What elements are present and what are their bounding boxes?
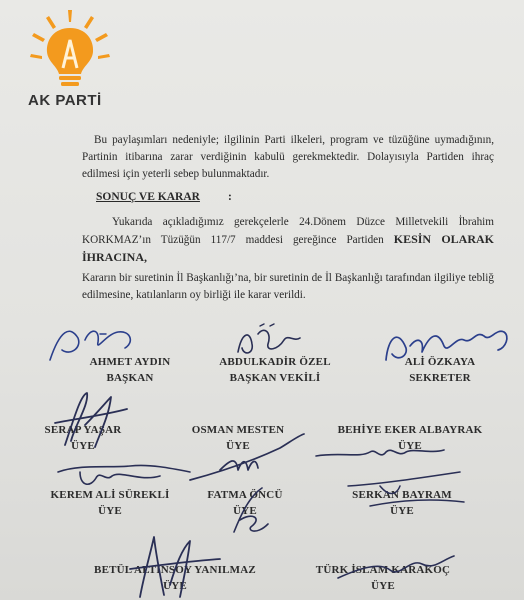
signatory-serap-yasar xyxy=(28,422,138,454)
signatory-name: BETÜL ALTINSOY YANILMAZ xyxy=(94,564,256,576)
signatory-name: ABDULKADİR ÖZEL xyxy=(219,356,331,368)
signatory-role: ÜYE xyxy=(226,440,250,452)
signatory-role: SEKRETER xyxy=(409,372,471,384)
signatory-ahmet-aydin xyxy=(55,354,205,386)
signatory-name: ALİ ÖZKAYA xyxy=(404,356,476,368)
signatory-name: TÜRK İSLAM KARAKOÇ xyxy=(315,564,451,576)
signatory-name: AHMET AYDIN xyxy=(89,356,171,368)
signatory-turk-islam-karakoc xyxy=(308,562,458,594)
signatory-role: ÜYE xyxy=(390,505,414,517)
ak-parti-logo xyxy=(22,8,112,108)
signatory-role: ÜYE xyxy=(71,440,95,452)
signatory-behiye-eker-albayrak xyxy=(325,422,495,454)
section-heading: SONUÇ VE KARAR xyxy=(96,191,200,203)
paragraph-notification: Kararın bir suretinin İl Başkanlığı’na, bir suretinin de İl Başkanlığı tarafından ilgiliye tebliğ edilmesine, katılanların oy birliği ile karar verildi. xyxy=(82,272,494,301)
decision-lead-text: Yukarıda açıkladığımız gerekçelerle 24.Dönem Düzce Milletvekili İbrahim KORKMAZ’ın Tüzüğün 117/7 maddesi gereğince Partiden xyxy=(82,216,494,246)
signatory-role: ÜYE xyxy=(398,440,422,452)
signatory-kerem-ali-surekli xyxy=(40,487,180,519)
signatory-role: ÜYE xyxy=(98,505,122,517)
signatory-role: BAŞKAN xyxy=(106,372,154,384)
signatory-osman-mesten xyxy=(178,422,298,454)
signatory-ali-ozkaya xyxy=(380,354,500,386)
signatory-name: KEREM ALİ SÜREKLİ xyxy=(50,489,170,501)
signatory-role: ÜYE xyxy=(233,505,257,517)
signatory-name: SERKAN BAYRAM xyxy=(352,489,452,501)
paragraph-decision xyxy=(82,214,494,267)
signatory-abdulkadir-ozel xyxy=(205,354,345,386)
signatory-role: BAŞKAN VEKİLİ xyxy=(229,372,321,384)
lightbulb-icon xyxy=(30,8,110,90)
signatory-role: ÜYE xyxy=(163,580,187,592)
signatory-name: OSMAN MESTEN xyxy=(191,424,285,436)
signatory-name: FATMA ÖNCÜ xyxy=(207,489,283,501)
signatory-betul-altinsoy-yanilmaz xyxy=(85,562,265,594)
signatory-role: ÜYE xyxy=(371,580,395,592)
signatory-serkan-bayram xyxy=(337,487,467,519)
signatory-name: BEHİYE EKER ALBAYRAK xyxy=(337,424,483,436)
signatory-name: SERAP YAŞAR xyxy=(44,424,122,436)
paragraph-reason: Bu paylaşımları nedeniyle; ilgilinin Parti ilkeleri, program ve tüzüğüne uymadığının, Partinin itibarına zarar verdiğinin kabulü gerekmektedir. Dolayısıyla Partiden ihraç edilmesi için yeterli sebep bulunmaktadır. xyxy=(82,134,494,180)
decision-bold-text: KESİN OLARAK İHRACINA, xyxy=(82,232,494,264)
section-heading-colon: : xyxy=(228,191,232,203)
signatory-fatma-oncu xyxy=(195,487,295,519)
logo-text: AK PARTİ xyxy=(28,92,102,109)
